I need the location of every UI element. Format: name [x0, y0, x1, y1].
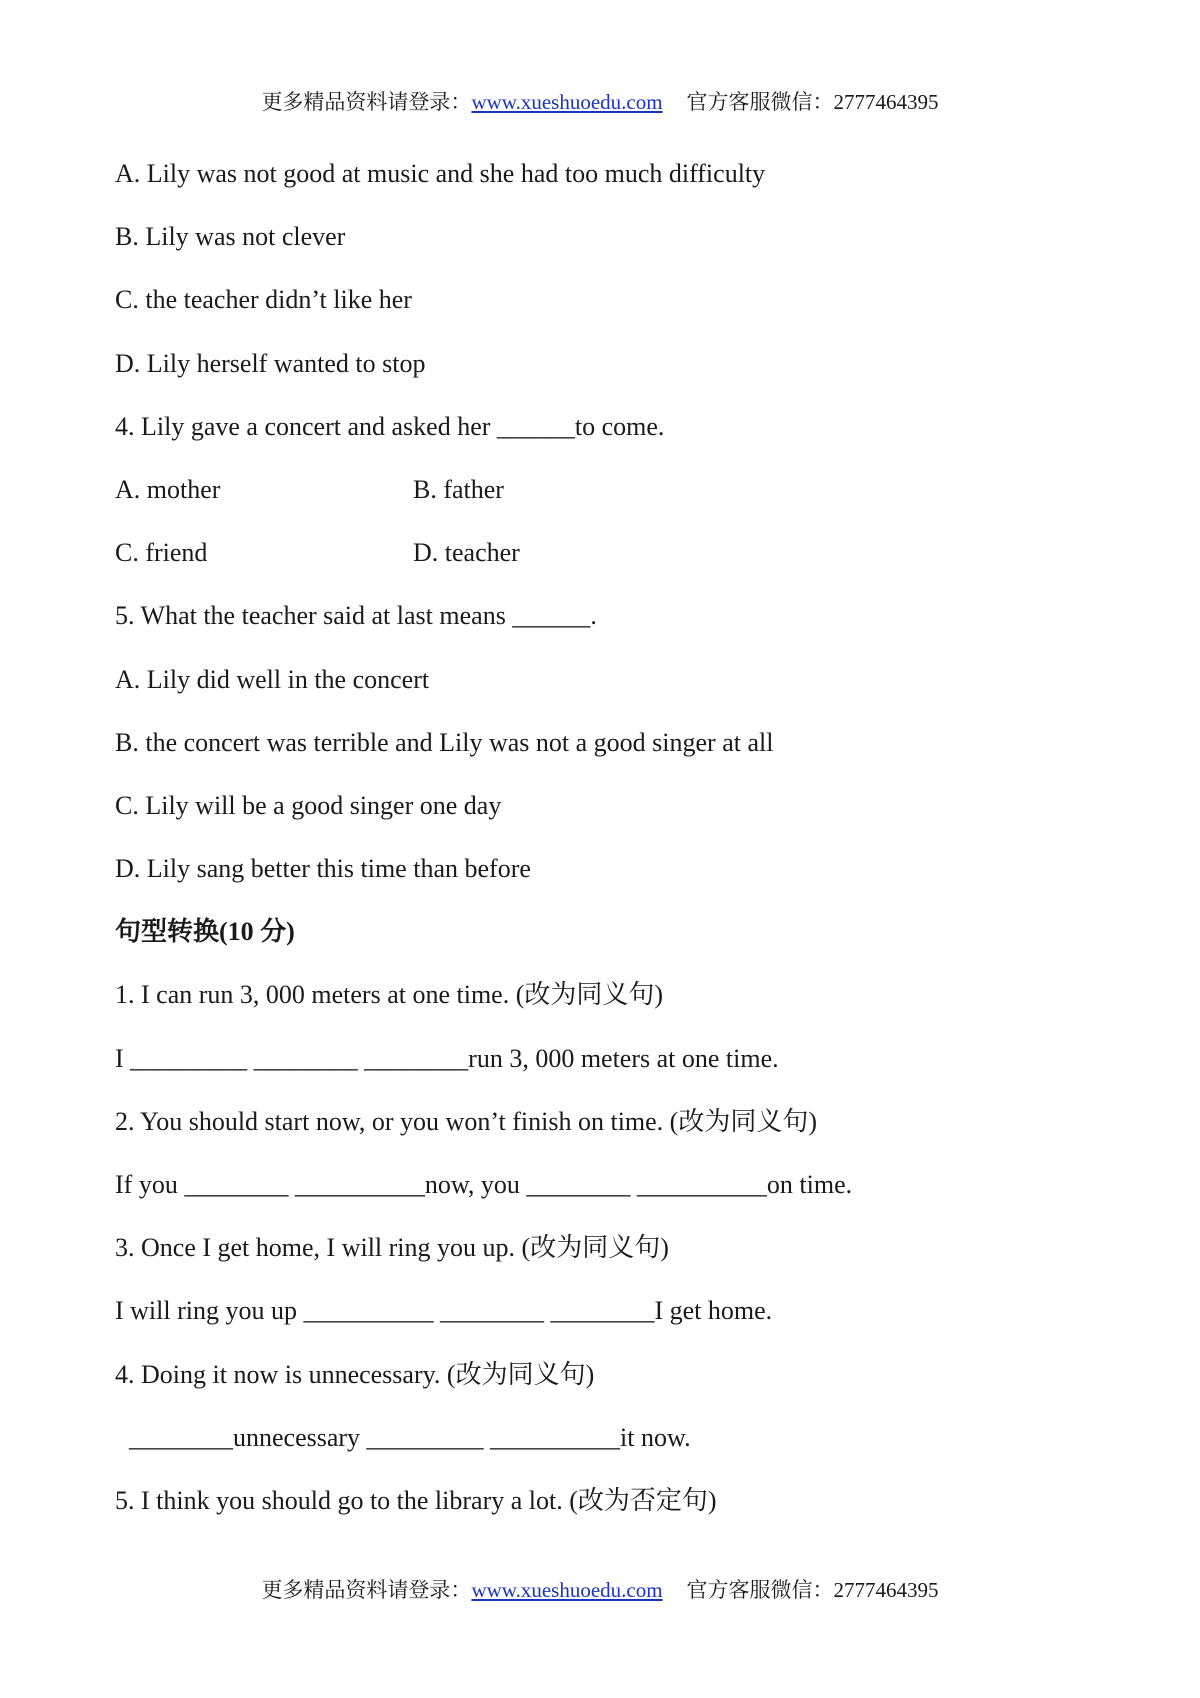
q4-option-b: B. father	[413, 474, 504, 504]
footer-service-contact: 官方客服微信：2777464395	[686, 1578, 939, 1602]
q3-option-a: A. Lily was not good at music and she had too much difficulty	[115, 159, 766, 188]
footer-prefix: 更多精品资料请登录：	[261, 1578, 472, 1602]
q4-options-row-1	[115, 472, 1115, 535]
q5-option-c: C. Lily will be a good singer one day	[115, 790, 502, 820]
page-footer	[0, 1574, 1200, 1604]
footer-website-link[interactable]: www.xueshuoedu.com	[471, 1578, 663, 1602]
q3-option-c: C. the teacher didn’t like her	[115, 285, 412, 315]
page-header	[0, 86, 1200, 116]
header-website-link[interactable]: www.xueshuoedu.com	[471, 90, 663, 114]
q5-option-d: D. Lily sang better this time than before	[115, 854, 531, 884]
transform-q2-answer: If you ________ __________now, you ________ __________on time.	[115, 1170, 853, 1199]
transform-q4-answer: ________unnecessary _________ __________it now.	[129, 1422, 691, 1452]
header-service-contact: 官方客服微信：2777464395	[686, 90, 939, 114]
q5-question: 5. What the teacher said at last means ______.	[115, 601, 597, 631]
q5-option-b: B. the concert was terrible and Lily was not a good singer at all	[115, 727, 774, 757]
transform-q1-answer: I _________ ________ ________run 3, 000 meters at one time.	[115, 1043, 779, 1073]
transform-q4: 4. Doing it now is unnecessary. (改为同义句)	[115, 1359, 595, 1389]
q4-options-row-2	[115, 535, 1115, 598]
q4-option-a: A. mother	[115, 474, 221, 504]
q3-option-d: D. Lily herself wanted to stop	[115, 348, 426, 378]
header-prefix: 更多精品资料请登录：	[261, 90, 472, 114]
transform-q2: 2. You should start now, or you won’t finish on time. (改为同义句)	[115, 1106, 818, 1136]
transform-q5: 5. I think you should go to the library a lot. (改为否定句)	[115, 1485, 717, 1515]
q4-option-d: D. teacher	[413, 538, 520, 568]
q5-option-a: A. Lily did well in the concert	[115, 664, 430, 694]
section-title: 句型转换(10 分)	[115, 917, 295, 947]
transform-q3: 3. Once I get home, I will ring you up. (改为同义句)	[115, 1233, 669, 1263]
q4-option-c: C. friend	[115, 538, 208, 568]
worksheet-content	[115, 156, 1115, 1546]
q4-question: 4. Lily gave a concert and asked her ______to come.	[115, 411, 665, 441]
transform-q1: 1. I can run 3, 000 meters at one time. (改为同义句)	[115, 980, 664, 1010]
transform-q3-answer: I will ring you up __________ ________ ________I get home.	[115, 1296, 773, 1326]
q3-option-b: B. Lily was not clever	[115, 222, 346, 252]
